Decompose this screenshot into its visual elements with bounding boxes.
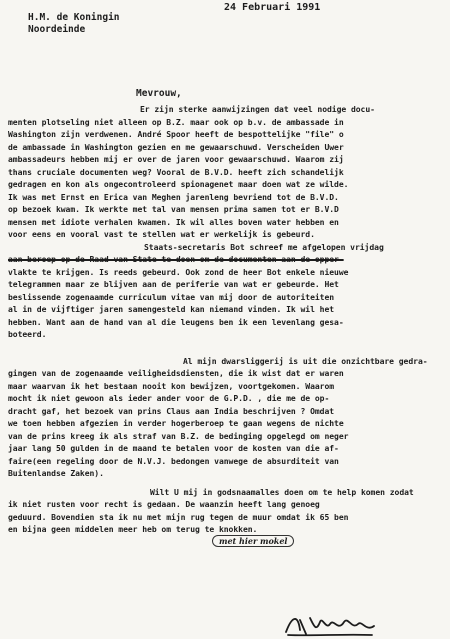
body-line: Al mijn dwarsliggerij is uit die onzichtbare gedra- bbox=[183, 356, 428, 366]
body-line: thans cruciale documenten weg? Vooral de B.V.D. heeft zich schandelijk bbox=[8, 167, 344, 177]
body-line: Buitenlandse Zaken). bbox=[8, 469, 104, 478]
body-line: boteerd. bbox=[8, 330, 47, 339]
body-line: gingen van de zogenaamde veiligheidsdiensten, die ik wist dat er waren bbox=[8, 369, 344, 378]
body-line: mensen met idiote verhalen kwamen. Ik wil alles boven water hebben en bbox=[8, 217, 339, 227]
addressee-location: Noordeinde bbox=[28, 24, 86, 35]
body-line: geduurd. Bovendien sta ik nu met mijn rug tegen de muur omdat ik 65 ben bbox=[8, 512, 349, 522]
body-line: en bijna geen middelen meer heb om terug te knokken. bbox=[8, 525, 258, 534]
addressee-block bbox=[28, 12, 120, 36]
body-line: Staats-secretaris Bot schreef me afgelopen vrijdag bbox=[144, 242, 384, 252]
body-line: faire(een regeling door de N.V.J. bedongen vanwege de absurditeit van bbox=[8, 456, 339, 466]
salutation: Mevrouw, bbox=[136, 88, 182, 99]
body-line: ambassadeurs hebben mij er over de jaren voor gewaarschuwd. Waarom zij bbox=[8, 155, 344, 164]
body-line: voor eens en vooral vast te stellen wat er werkelijk is gebeurd. bbox=[8, 230, 315, 239]
addressee-name: H.M. de Koningin bbox=[28, 12, 120, 23]
body-line: vlakte te krijgen. Is reeds gebeurd. Ook zond de heer Bot enkele nieuwe bbox=[8, 267, 349, 277]
body-line: telegrammen maar ze blijven aan de periferie van wat er gebeurde. Het bbox=[8, 280, 339, 289]
handwritten-insertion: met hier mokel bbox=[212, 535, 294, 547]
body-line: gedragen en kon als ongecontroleerd spionagenet maar doen wat ze wilde. bbox=[8, 180, 349, 189]
body-line: hebben. Want aan de hand van al die leugens ben ik een levenlang gesa- bbox=[8, 317, 344, 327]
body-line-struck: aan beroep op de Raad van State te doen om de documenten aan de opper- bbox=[8, 255, 344, 264]
body-line: jaar lang 50 gulden in de maand te betalen voor de kosten van die af- bbox=[8, 444, 339, 453]
body-line: dracht gaf, het bezoek van prins Claus aan India beschrijven ? Omdat bbox=[8, 406, 335, 416]
body-line: de ambassade in Washington gezien en me gewaarschuwd. Verscheiden Uwer bbox=[8, 142, 344, 152]
letter-date: 24 Februari 1991 bbox=[224, 2, 321, 13]
body-line: ik niet rusten voor recht is gedaan. De waanzin heeft lang genoeg bbox=[8, 500, 320, 509]
body-line: maar waarvan ik het bestaan nooit kon bewijzen, voortgekomen. Waarom bbox=[8, 381, 335, 391]
body-line: menten plotseling niet alleen op B.Z. maar ook op b.v. de ambassade in bbox=[8, 117, 344, 127]
body-line: mocht ik niet gewoon als ieder ander voor de G.P.D. , die me de op- bbox=[8, 394, 330, 403]
body-line: van de prins kreeg ik als straf van B.Z. de bedinging opgelegd om neger bbox=[8, 431, 349, 441]
signature-scribble bbox=[282, 608, 392, 638]
body-line: al in de vijftiger jaren samengesteld kan niemand vinden. Ik wil het bbox=[8, 305, 335, 314]
body-line: Ik was met Ernst en Erica van Meghen jarenleng bevriend tot de B.V.D. bbox=[8, 192, 339, 202]
body-line: beslissende zogenaamde curriculum vitae van mij door de autoriteiten bbox=[8, 292, 335, 302]
body-line: we toen hebben afgezien in verder hogerberoep te gaan wegens de nichte bbox=[8, 419, 344, 428]
body-line: Wilt U mij in godsnaamalles doen om te help komen zodat bbox=[150, 487, 414, 497]
body-line: op bezoek kwam. Ik werkte met tal van mensen prima samen tot er B.V.D bbox=[8, 205, 339, 214]
letter-body bbox=[8, 104, 448, 537]
body-line: Er zijn sterke aanwijzingen dat veel nodige docu- bbox=[140, 105, 375, 114]
body-line: Washington zijn verdwenen. André Spoor heeft de bespottelijke "file" o bbox=[8, 130, 344, 139]
